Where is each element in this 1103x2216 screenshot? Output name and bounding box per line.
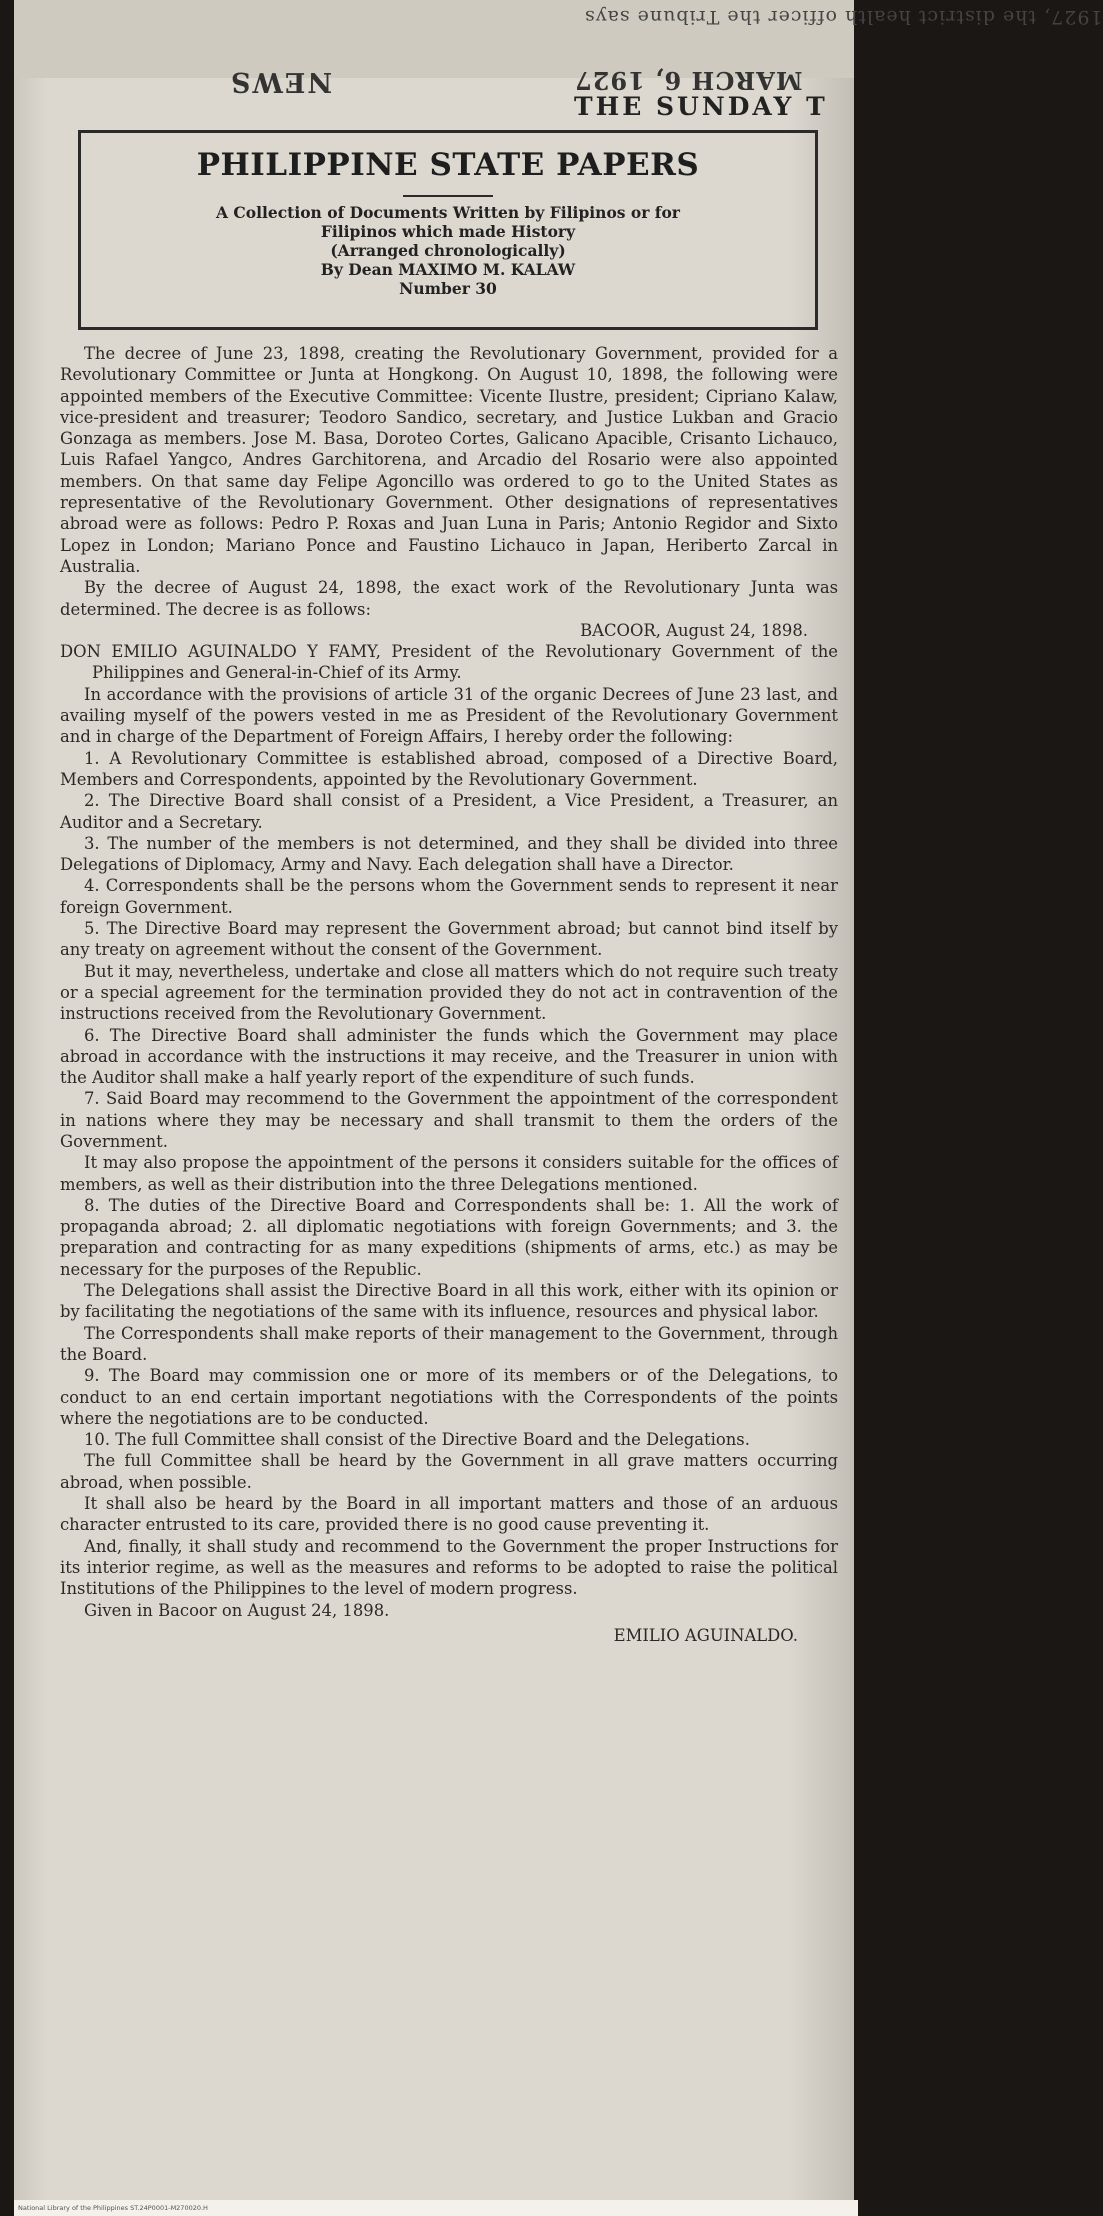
decree-paragraph: Given in Bacoor on August 24, 1898. [84,1600,390,1620]
decree-paragraph: 2. The Directive Board shall consist of a President, a Vice President, a Treasurer, an Auditor and a Secretary. [60,791,838,832]
decree-paragraph: The Delegations shall assist the Directive Board in all this work, either with its opinion or by facilitating the negotiations of the same with its influence, resources and physical labor. [60,1281,838,1322]
decree-paragraph: It may also propose the appointment of the persons it considers suitable for the offices of members, as well as their distribution into the three Delegations mentioned. [60,1153,838,1194]
decree-paragraph: 5. The Directive Board may represent the Government abroad; but cannot bind itself by any treaty on agreement without the consent of the Government. [60,919,838,960]
decree-paragraph: The Correspondents shall make reports of their management to the Government, through the Board. [60,1323,838,1364]
decree-paragraph: 4. Correspondents shall be the persons whom the Government sends to represent it near foreign Government. [60,876,838,917]
intro-paragraph: By the decree of August 24, 1898, the exact work of the Revolutionary Junta was determined. The decree is as follows: [60,578,838,619]
decree-paragraph: 7. Said Board may recommend to the Government the appointment of the correspondent in nations where they may be necessary and shall transmit to them the orders of the Government. [60,1089,838,1151]
flipped-date: MARCH 6, 1927 [574,66,803,95]
signature: EMILIO AGUINALDO. [613,1625,798,1645]
article-body [60,343,838,1646]
issue-number: Number 30 [399,279,497,298]
intro-paragraph: The decree of June 23, 1898, creating the Revolutionary Government, provided for a Revolutionary Committee or Junta at Hongkong. On August 10, 1898, the following were appointed members of the Executive Committee: Vicente Ilustre, president; Cipriano Kalaw, vice-president and treasurer; Teodoro Sandico, secretary, and Justice Lukban and Gracio Gonzaga as members. Jose M. Basa, Doroteo Cortes, Galicano Apacible, Crisanto Lichauco, Luis Rafael Yangco, Andres Garchitorena, and Arcadio del Rosario were also appointed members. On that same day Felipe Agoncillo was ordered to go to the United States as representative of the Revolutionary Government. Other designations of representatives abroad were as follows: Pedro P. Roxas and Juan Luna in Paris; Antonio Regidor and Sixto Lopez in London; Mariano Ponce and Faustino Lichauco in Japan, Heriberto Zarcal in Australia. [60,344,838,576]
decree-paragraph: The full Committee shall be heard by the Government in all grave matters occurring abroad, when possible. [60,1451,838,1492]
decree-paragraph: 6. The Directive Board shall administer the funds which the Government may place abroad in accordance with the instructions it may receive, and the Treasurer in union with the Auditor shall make a half yearly report of the expenditure of such funds. [60,1025,838,1088]
decree-paragraph: 8. The duties of the Directive Board and Correspondents shall be: 1. All the work of propaganda abroad; 2. all diplomatic negotiations with foreign Governments; and 3. the preparation and contracting for as many expeditions (shipments of arms, etc.) as may be necessary for the purposes of the Republic. [60,1195,838,1279]
decree-paragraph: 1. A Revolutionary Committee is established abroad, composed of a Directive Board, Members and Correspondents, appointed by the Revolutionary Government. [60,748,838,789]
subtitle-line-1: A Collection of Documents Written by Filipinos or for [216,203,680,222]
decree-paragraph: It shall also be heard by the Board in all important matters and those of an arduous character entrusted to its care, provided there is no good cause preventing it. [60,1494,838,1535]
decree-paragraph: 10. The full Committee shall consist of the Directive Board and the Delegations. [84,1430,750,1450]
decree-paragraph: 3. The number of the members is not determined, and they shall be divided into three Delegations of Diplomacy, Army and Navy. Each delegation shall have a Director. [60,833,838,875]
addressee: DON EMILIO AGUINALDO Y FAMY, President of the Revolutionary Government of the Philippines and General-in-Chief of its Army. [60,642,838,683]
flipped-news-label: NEWS [229,66,333,97]
masthead: THE SUNDAY T [574,92,828,121]
dateline: BACOOR, August 24, 1898. [580,620,808,640]
title-divider [403,195,493,197]
subtitle-line-2: Filipinos which made History [320,222,576,241]
title-box [78,130,818,330]
article-title: PHILIPPINE STATE PAPERS [196,147,700,183]
newspaper-page [14,0,1103,2216]
decree-paragraph: But it may, nevertheless, undertake and close all matters which do not require such treaty or a special agreement for the termination provided they do not act in contravention of the instructions received from the Revolutionary Government. [60,961,838,1024]
decree-paragraph: In accordance with the provisions of article 31 of the organic Decrees of June 23 last, and availing myself of the powers vested in me as President of the Revolutionary Government and in charge of the Department of Foreign Affairs, I hereby order the following: [60,684,838,747]
decree-paragraph: 9. The Board may commission one or more of its members or of the Delegations, to conduct to an end certain important negotiations with the Correspondents of the points where the negotiations are to be conducted. [60,1366,838,1428]
subtitle-line-3: (Arranged chronologically) [330,241,566,260]
decree-paragraph: And, finally, it shall study and recommend to the Government the proper Instructions for its interior regime, as well as the measures and reforms to be adopted to raise the political Institutions of the Philippines to the level of modern progress. [60,1536,838,1599]
byline: By Dean MAXIMO M. KALAW [320,260,576,279]
flipped-top-line: 1927, the district health officer the Tribune says [584,6,1103,28]
archive-footer: National Library of the Philippines ST.24P0001-M270020.H [14,2200,858,2216]
